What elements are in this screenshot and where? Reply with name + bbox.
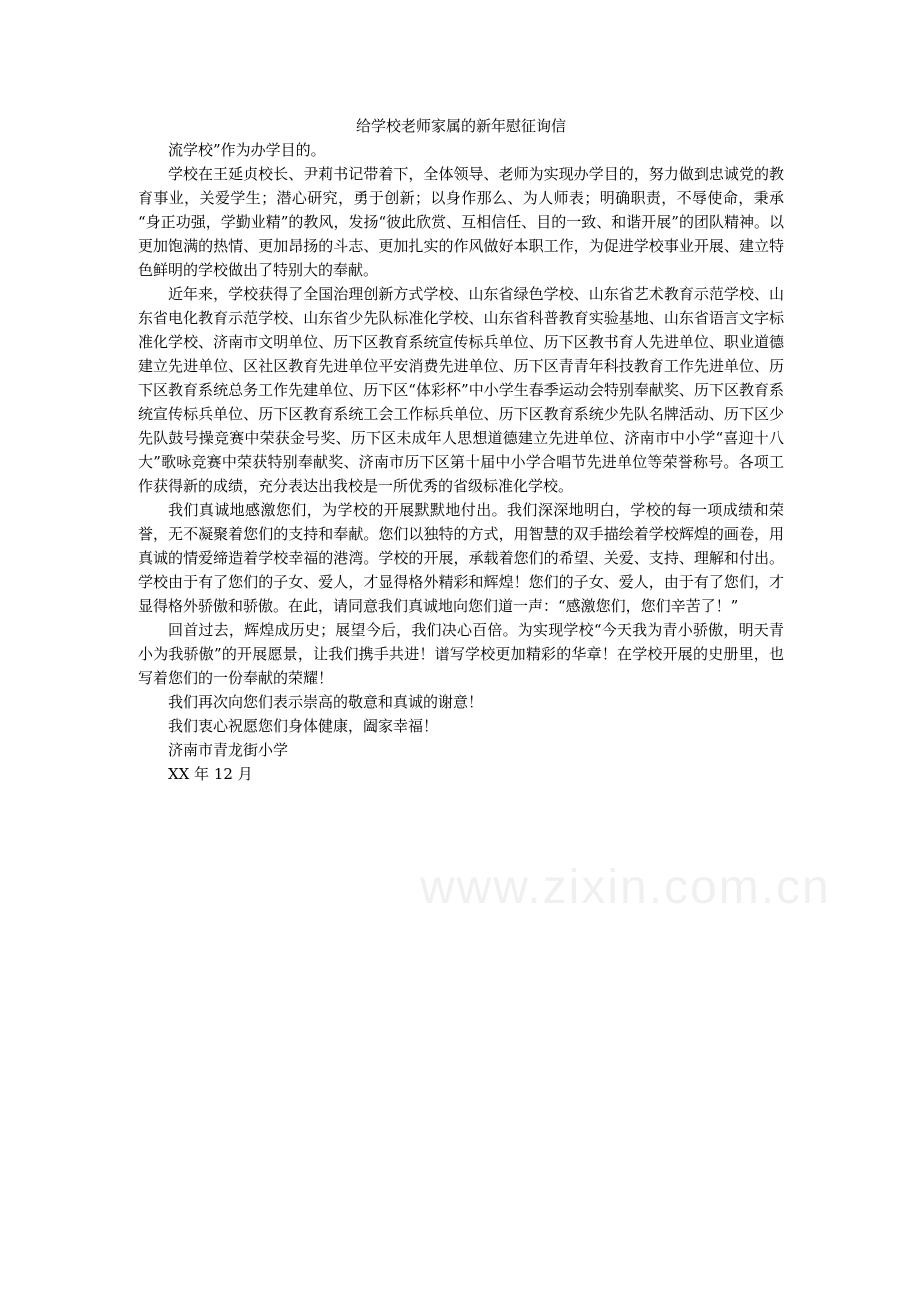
paragraph-thanks: 我们再次向您们表示崇高的敬意和真诚的谢意！ (168, 693, 484, 711)
paragraph-honors: 近年来，学校获得了全国治理创新方式学校、山东省绿色学校、山东省艺术教育示范学校、山东省电化教育示范学校、山东省少先队标准化学校、山东省科普教育实验基地、山东省语言文字标准化学校、济南市文明单位、历下区教育系统宣传标兵单位、历下区教书育人先进单位、职业道德建立先进单位、区社区教育先进单位平安消费先进单位、历下区青青年科技教育工作先进单位、历下区教育系统总务工作先建单位、历下区“体彩杯”中小学生春季运动会特别奉献奖、历下区教育系统宣传标兵单位、历下区教育系统工会工作标兵单位、历下区教育系统少先队名牌活动、历下区少先队鼓号操竞赛中荣获金号奖、历下区未成年人思想道德建立先进单位、济南市中小学“喜迎十八大”歌咏竞赛中荣获特别奉献奖、济南市历下区第十届中小学合唱节先进单位等荣誉称号。各项工作获得新的成绩，充分表达出我校是一所优秀的省级标准化学校。 (138, 285, 784, 495)
paragraph-wishes: 我们衷心祝愿您们身体健康，阖家幸福！ (168, 717, 439, 735)
paragraph-school-leadership: 学校在王延贞校长、尹莉书记带着下，全体领导、老师为实现办学目的，努力做到忠诚党的教育事业，关爱学生；潜心研究，勇于创新；以身作那么、为人师表；明确职责，不辱使命，秉承 “身正功强，学勤业精”的教风，发扬“彼此欣赏、互相信任、目的一致、和谐开展”的团队精神。以更加饱满的热情、更加昂扬的斗志、更加扎实的作风做好本职工作，为促进学校事业开展、建立特色鲜明的学校做出了特别大的奉献。 (138, 165, 784, 279)
signature-date: XX 年 12 月 (168, 765, 253, 783)
letter-document (138, 114, 784, 786)
signature-school-name: 济南市青龙街小学 (168, 741, 289, 759)
paragraph-gratitude: 我们真诚地感激您们，为学校的开展默默地付出。我们深深地明白，学校的每一项成绩和荣誉，无不凝聚着您们的支持和奉献。您们以独特的方式，用智慧的双手描绘着学校辉煌的画卷，用真诚的情爱缔造着学校幸福的港湾。学校的开展，承载着您们的希望、关爱、支持、理解和付出。学校由于有了您们的子女、爱人，才显得格外精彩和辉煌！您们的子女、爱人，由于有了您们，才显得格外骄傲和骄傲。在此，请同意我们真诚地向您们道一声：“感激您们，您们辛苦了！” (138, 501, 784, 615)
letter-title: 给学校老师家属的新年慰征询信 (355, 117, 566, 135)
watermark: www.zixin.com.cn (420, 861, 831, 914)
paragraph-outlook: 回首过去，辉煌成历史；展望今后，我们决心百倍。为实现学校“今天我为青小骄傲，明天青小为我骄傲”的开展愿景，让我们携手共进！谱写学校更加精彩的华章！在学校开展的史册里，也写着您们的一份奉献的荣耀！ (138, 621, 784, 687)
paragraph-opening-fragment: 流学校”作为办学目的。 (168, 141, 326, 159)
